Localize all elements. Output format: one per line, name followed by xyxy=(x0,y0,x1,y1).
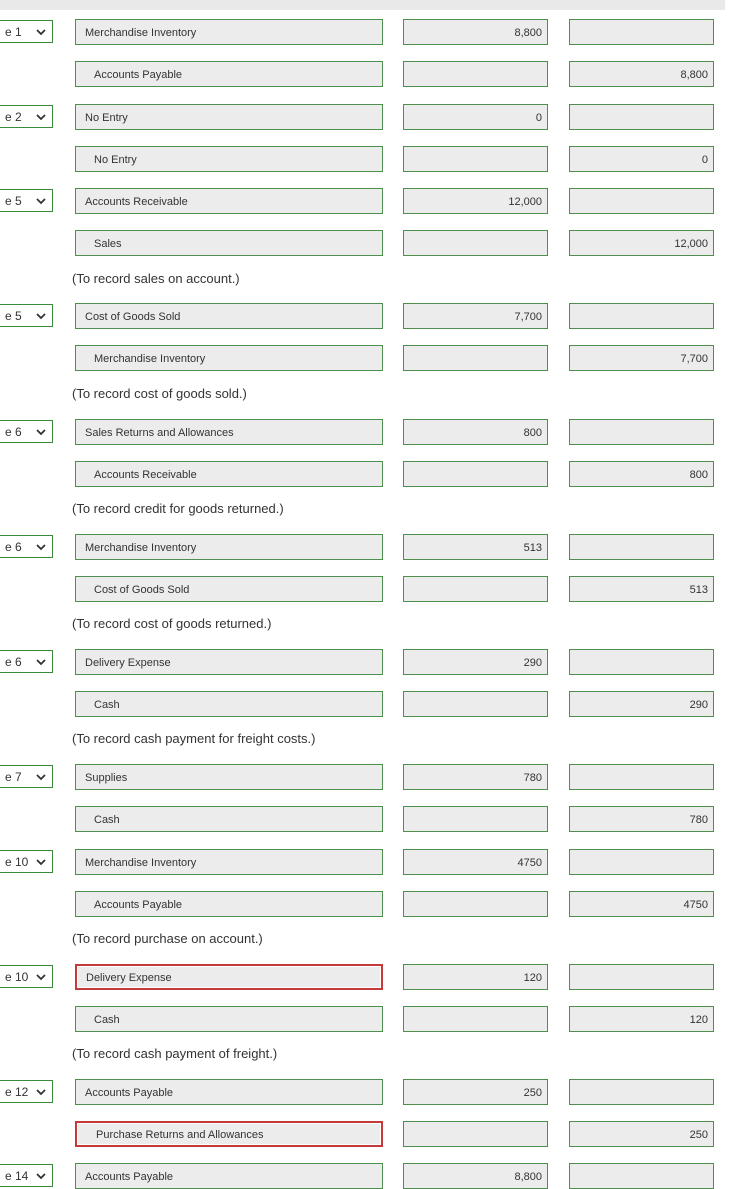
date-value: e 10 xyxy=(5,970,29,984)
debit-account-field[interactable]: Accounts Receivable xyxy=(75,188,383,214)
date-select[interactable] xyxy=(0,765,53,788)
debit-amount-field[interactable]: 780 xyxy=(403,764,548,790)
credit-amount-field[interactable]: 513 xyxy=(569,576,714,602)
debit-amount-field[interactable] xyxy=(403,61,548,87)
credit-amount-field[interactable] xyxy=(569,419,714,445)
debit-account-field[interactable]: No Entry xyxy=(75,104,383,130)
date-value: e 14 xyxy=(5,1169,29,1183)
date-value: e 6 xyxy=(5,655,22,669)
chevron-down-icon xyxy=(36,427,46,437)
date-select[interactable] xyxy=(0,1080,53,1103)
chevron-down-icon xyxy=(36,27,46,37)
credit-amount-field[interactable]: 800 xyxy=(569,461,714,487)
date-value: e 6 xyxy=(5,540,22,554)
debit-amount-field[interactable]: 4750 xyxy=(403,849,548,875)
credit-amount-field[interactable] xyxy=(569,104,714,130)
credit-amount-field[interactable]: 290 xyxy=(569,691,714,717)
debit-amount-field[interactable]: 8,800 xyxy=(403,1163,548,1189)
debit-amount-field[interactable] xyxy=(403,345,548,371)
credit-amount-field[interactable] xyxy=(569,849,714,875)
date-select[interactable] xyxy=(0,304,53,327)
debit-amount-field[interactable]: 7,700 xyxy=(403,303,548,329)
date-select[interactable] xyxy=(0,105,53,128)
credit-amount-field[interactable]: 12,000 xyxy=(569,230,714,256)
credit-amount-field[interactable] xyxy=(569,649,714,675)
entry-note: (To record cost of goods sold.) xyxy=(72,386,247,401)
debit-account-field[interactable]: Merchandise Inventory xyxy=(75,534,383,560)
credit-account-field[interactable]: Accounts Payable xyxy=(75,61,383,87)
credit-amount-field[interactable] xyxy=(569,534,714,560)
debit-account-field[interactable]: Accounts Payable xyxy=(75,1163,383,1189)
date-select[interactable] xyxy=(0,20,53,43)
credit-amount-field[interactable]: 4750 xyxy=(569,891,714,917)
chevron-down-icon xyxy=(36,1087,46,1097)
entry-note: (To record cash payment of freight.) xyxy=(72,1046,278,1061)
date-value: e 12 xyxy=(5,1085,29,1099)
debit-account-field-error[interactable]: Delivery Expense xyxy=(75,964,383,990)
credit-account-field[interactable]: No Entry xyxy=(75,146,383,172)
debit-account-field[interactable]: Delivery Expense xyxy=(75,649,383,675)
credit-amount-field[interactable]: 0 xyxy=(569,146,714,172)
chevron-down-icon xyxy=(36,311,46,321)
credit-account-field[interactable]: Cash xyxy=(75,806,383,832)
chevron-down-icon xyxy=(36,542,46,552)
debit-account-field[interactable]: Cost of Goods Sold xyxy=(75,303,383,329)
chevron-down-icon xyxy=(36,772,46,782)
credit-account-field[interactable]: Cash xyxy=(75,1006,383,1032)
chevron-down-icon xyxy=(36,972,46,982)
credit-amount-field[interactable] xyxy=(569,1163,714,1189)
credit-amount-field[interactable] xyxy=(569,19,714,45)
debit-amount-field[interactable] xyxy=(403,1121,548,1147)
date-value: e 5 xyxy=(5,309,22,323)
chevron-down-icon xyxy=(36,1171,46,1181)
entry-note: (To record credit for goods returned.) xyxy=(72,501,284,516)
credit-account-field[interactable]: Merchandise Inventory xyxy=(75,345,383,371)
credit-amount-field[interactable] xyxy=(569,188,714,214)
entry-note: (To record cost of goods returned.) xyxy=(72,616,272,631)
date-value: e 7 xyxy=(5,770,22,784)
credit-amount-field[interactable]: 120 xyxy=(569,1006,714,1032)
debit-amount-field[interactable] xyxy=(403,146,548,172)
debit-amount-field[interactable]: 120 xyxy=(403,964,548,990)
date-select[interactable] xyxy=(0,1164,53,1187)
entry-note: (To record purchase on account.) xyxy=(72,931,263,946)
credit-amount-field[interactable]: 7,700 xyxy=(569,345,714,371)
date-value: e 6 xyxy=(5,425,22,439)
chevron-down-icon xyxy=(36,857,46,867)
debit-account-field[interactable]: Sales Returns and Allowances xyxy=(75,419,383,445)
debit-amount-field[interactable]: 800 xyxy=(403,419,548,445)
entry-note: (To record cash payment for freight costs.) xyxy=(72,731,316,746)
debit-amount-field[interactable] xyxy=(403,576,548,602)
credit-amount-field[interactable]: 780 xyxy=(569,806,714,832)
debit-amount-field[interactable] xyxy=(403,230,548,256)
debit-account-field[interactable]: Accounts Payable xyxy=(75,1079,383,1105)
debit-amount-field[interactable]: 8,800 xyxy=(403,19,548,45)
debit-amount-field[interactable]: 250 xyxy=(403,1079,548,1105)
date-select[interactable] xyxy=(0,650,53,673)
date-value: e 5 xyxy=(5,194,22,208)
credit-account-field[interactable]: Cost of Goods Sold xyxy=(75,576,383,602)
credit-amount-field[interactable]: 8,800 xyxy=(569,61,714,87)
date-value: e 2 xyxy=(5,110,22,124)
credit-account-field[interactable]: Cash xyxy=(75,691,383,717)
credit-amount-field[interactable]: 250 xyxy=(569,1121,714,1147)
credit-amount-field[interactable] xyxy=(569,964,714,990)
debit-amount-field[interactable] xyxy=(403,891,548,917)
entry-note: (To record sales on account.) xyxy=(72,271,240,286)
debit-amount-field[interactable]: 290 xyxy=(403,649,548,675)
credit-account-field-error[interactable]: Purchase Returns and Allowances xyxy=(75,1121,383,1147)
date-value: e 10 xyxy=(5,855,29,869)
credit-amount-field[interactable] xyxy=(569,764,714,790)
debit-amount-field[interactable]: 12,000 xyxy=(403,188,548,214)
debit-amount-field[interactable] xyxy=(403,691,548,717)
chevron-down-icon xyxy=(36,657,46,667)
debit-account-field[interactable]: Merchandise Inventory xyxy=(75,849,383,875)
credit-amount-field[interactable] xyxy=(569,303,714,329)
debit-amount-field[interactable] xyxy=(403,806,548,832)
credit-amount-field[interactable] xyxy=(569,1079,714,1105)
date-value: e 1 xyxy=(5,25,22,39)
credit-account-field[interactable]: Accounts Payable xyxy=(75,891,383,917)
date-select[interactable] xyxy=(0,420,53,443)
chevron-down-icon xyxy=(36,112,46,122)
debit-amount-field[interactable] xyxy=(403,1006,548,1032)
chevron-down-icon xyxy=(36,196,46,206)
debit-amount-field[interactable]: 513 xyxy=(403,534,548,560)
debit-account-field[interactable]: Supplies xyxy=(75,764,383,790)
date-select[interactable] xyxy=(0,850,53,873)
credit-account-field[interactable]: Sales xyxy=(75,230,383,256)
debit-amount-field[interactable]: 0 xyxy=(403,104,548,130)
credit-account-field[interactable]: Accounts Receivable xyxy=(75,461,383,487)
debit-account-field[interactable]: Merchandise Inventory xyxy=(75,19,383,45)
date-select[interactable] xyxy=(0,535,53,558)
date-select[interactable] xyxy=(0,189,53,212)
debit-amount-field[interactable] xyxy=(403,461,548,487)
date-select[interactable] xyxy=(0,965,53,988)
